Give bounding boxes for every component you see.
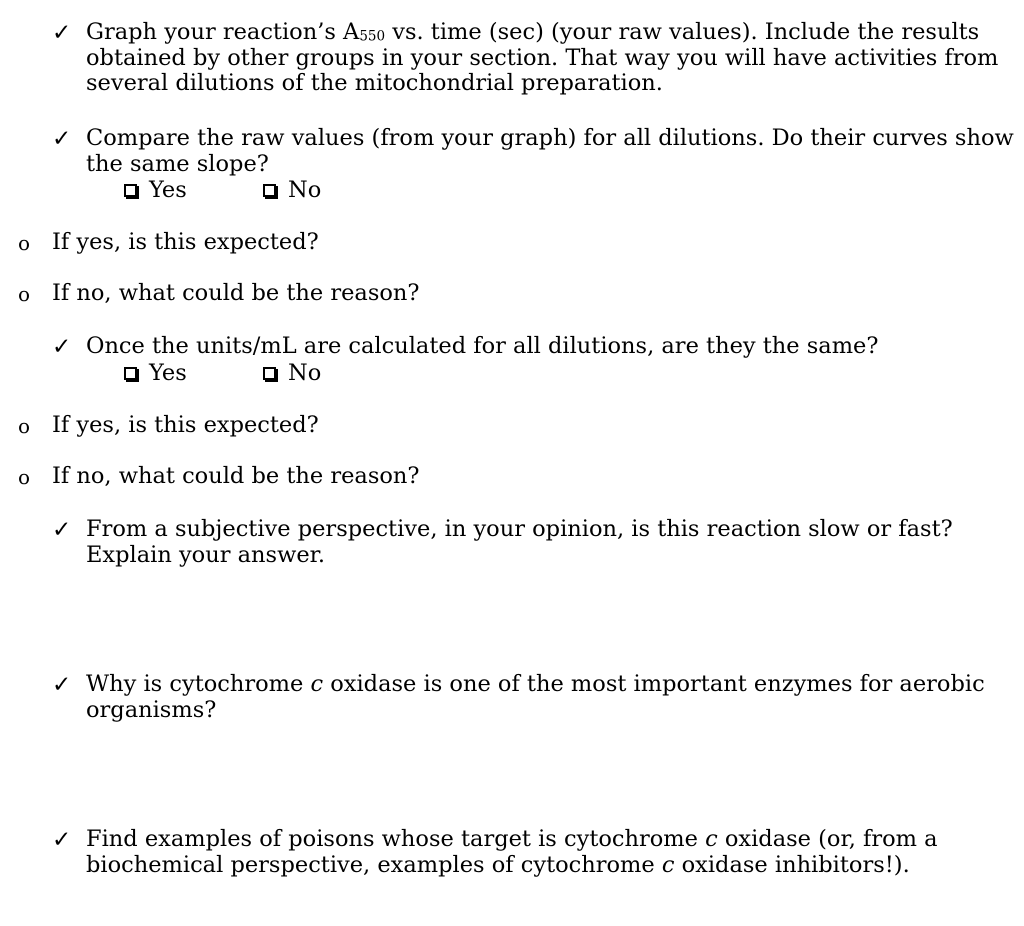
check-mark-icon: ✓: [52, 827, 72, 853]
yes-checkbox[interactable]: Yes: [124, 178, 187, 204]
checkbox-icon[interactable]: [124, 367, 137, 380]
no-checkbox[interactable]: No: [263, 361, 321, 387]
yes-checkbox[interactable]: Yes: [124, 361, 187, 387]
followup-if-yes: If yes, is this expected?: [52, 412, 319, 438]
question-compare-slopes: Compare the raw values (from your graph) for all dilutions. Do their curves show the same slope?: [86, 125, 1014, 177]
circle-bullet-icon: o: [18, 414, 31, 438]
followup-if-no: If no, what could be the reason?: [52, 463, 420, 489]
circle-bullet-icon: o: [18, 465, 31, 489]
circle-bullet-icon: o: [18, 231, 31, 255]
no-checkbox[interactable]: No: [263, 178, 321, 204]
checkbox-icon[interactable]: [263, 184, 276, 197]
check-mark-icon: ✓: [52, 334, 72, 360]
question-importance: Why is cytochrome c oxidase is one of the most important enzymes for aerobic organisms?: [86, 671, 985, 723]
check-mark-icon: ✓: [52, 517, 72, 543]
check-mark-icon: ✓: [52, 672, 72, 698]
question-reaction-speed: From a subjective perspective, in your opinion, is this reaction slow or fast? Explain your answer.: [86, 516, 953, 568]
circle-bullet-icon: o: [18, 282, 31, 306]
check-mark-icon: ✓: [52, 126, 72, 152]
checkbox-icon[interactable]: [124, 184, 137, 197]
question-units-per-ml: Once the units/mL are calculated for all dilutions, are they the same?: [86, 333, 879, 359]
question-poisons: Find examples of poisons whose target is cytochrome c oxidase (or, from a biochemical perspective, examples of cytochrome c oxidase inhibitors!).: [86, 826, 938, 878]
followup-if-no: If no, what could be the reason?: [52, 280, 420, 306]
check-mark-icon: ✓: [52, 20, 72, 46]
checkbox-icon[interactable]: [263, 367, 276, 380]
question-graph: Graph your reaction’s $A_{550}$ vs. time (sec) (your raw values). Include the results obtained by other groups in your section. That way you will have activities from several dilutions of the mitochondrial preparation.: [86, 19, 999, 96]
followup-if-yes: If yes, is this expected?: [52, 229, 319, 255]
